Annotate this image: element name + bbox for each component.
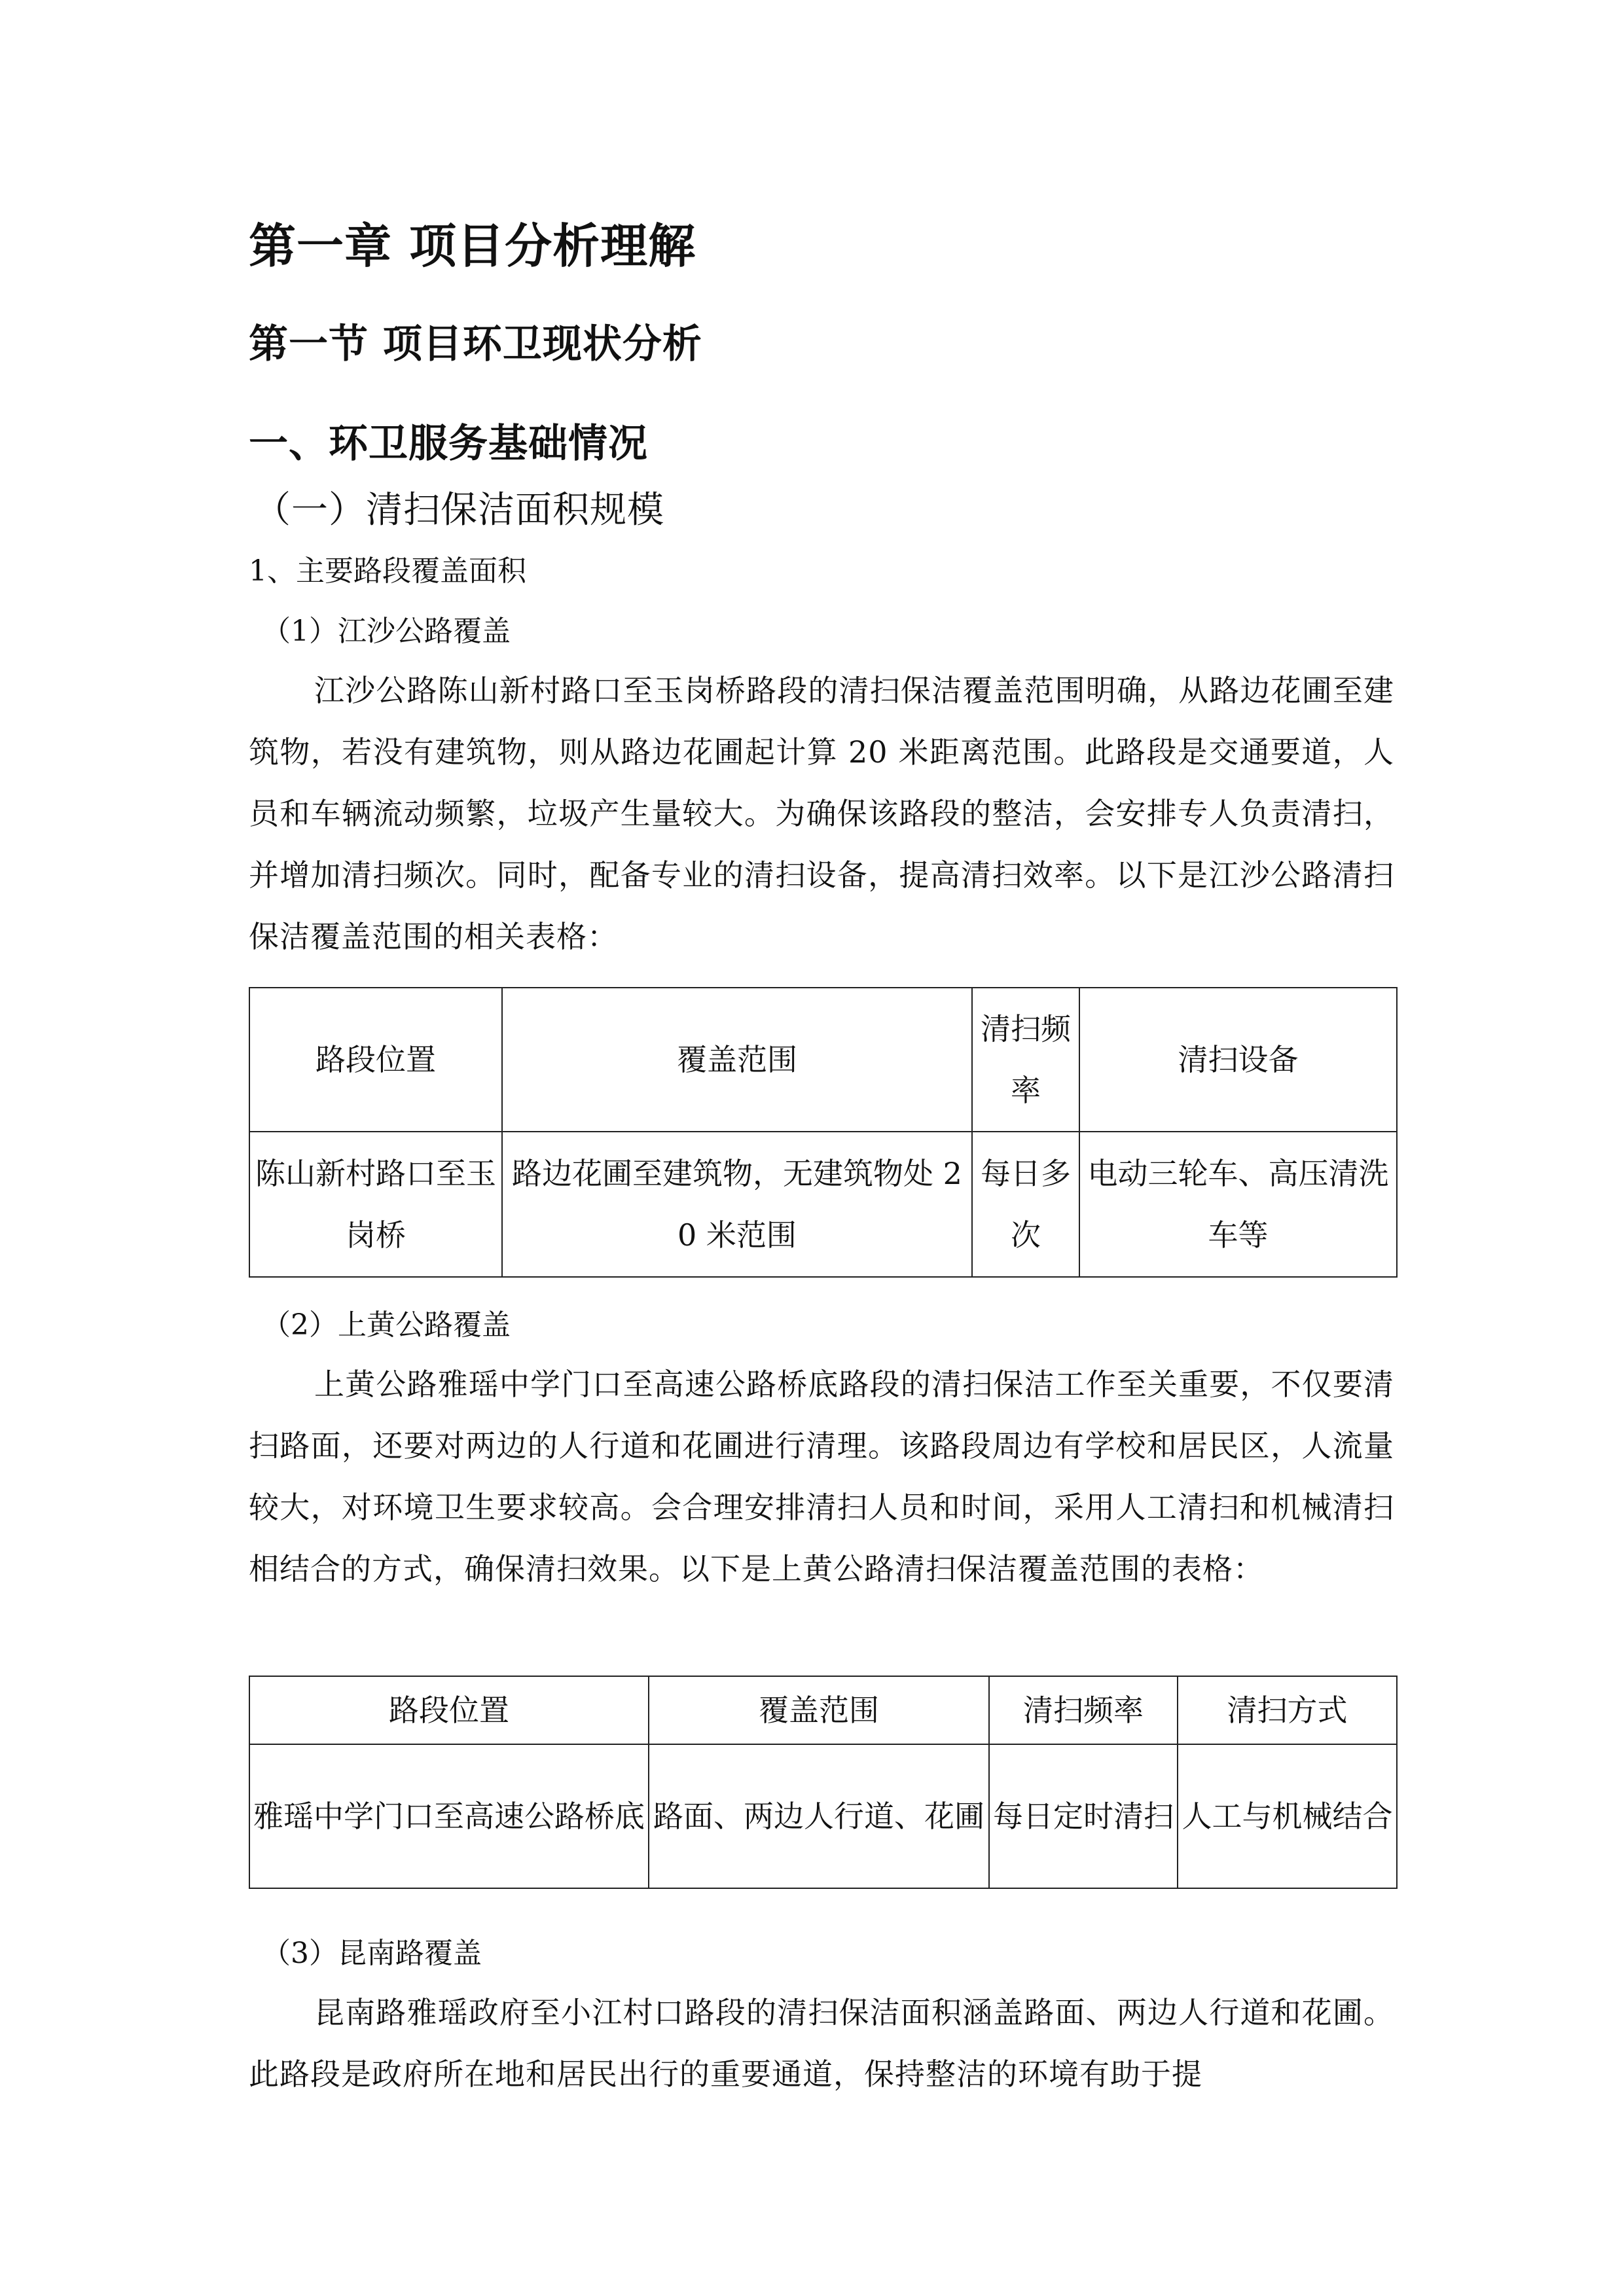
section-title: 第一节 项目环卫现状分析: [249, 321, 702, 367]
table-header-cell: 清扫频率: [989, 1676, 1178, 1744]
road1-table: [249, 987, 1398, 1278]
road2-table: [249, 1676, 1398, 1889]
table-header-row: [249, 1676, 1397, 1744]
item-title: 1、主要路段覆盖面积: [249, 554, 526, 588]
table-header-cell: 覆盖范围: [649, 1676, 989, 1744]
table-cell: 电动三轮车、高压清洗车等: [1079, 1132, 1397, 1277]
table-cell: 路面、两边人行道、花圃: [649, 1744, 989, 1888]
table-cell: 每日多次: [972, 1132, 1079, 1277]
road1-paragraph: 江沙公路陈山新村路口至玉岗桥路段的清扫保洁覆盖范围明确，从路边花圃至建筑物，若没有建筑物，则从路边花圃起计算 20 米距离范围。此路段是交通要道，人员和车辆流动频繁，垃圾产生量较大。为确保该路段的整洁，会安排专人负责清扫，并增加清扫频次。同时，配备专业的清扫设备，提高清扫效率。以下是江沙公路清扫保洁覆盖范围的相关表格：: [249, 673, 1394, 954]
chapter-title: 第一章 项目分析理解: [249, 218, 696, 274]
table-header-cell: 清扫设备: [1079, 988, 1397, 1132]
road3-heading: （3）昆南路覆盖: [262, 1937, 482, 1970]
table-header-cell: 覆盖范围: [502, 988, 972, 1132]
table-row: [249, 1744, 1397, 1888]
sub-subsection-title: （一）清扫保洁面积规模: [254, 489, 664, 531]
table-header-row: [249, 988, 1397, 1132]
table-row: [249, 1132, 1397, 1277]
table-header-cell: 路段位置: [249, 988, 502, 1132]
table-header-cell: 清扫频率: [972, 988, 1079, 1132]
subsection-title: 一、环卫服务基础情况: [249, 421, 648, 467]
table-cell: 路边花圃至建筑物，无建筑物处 20 米范围: [502, 1132, 972, 1277]
table-cell: 陈山新村路口至玉岗桥: [249, 1132, 502, 1277]
table-header-cell: 路段位置: [249, 1676, 649, 1744]
road3-paragraph: 昆南路雅瑶政府至小江村口路段的清扫保洁面积涵盖路面、两边人行道和花圃。此路段是政府所在地和居民出行的重要通道，保持整洁的环境有助于提: [249, 1995, 1394, 2092]
table-cell: 雅瑶中学门口至高速公路桥底: [249, 1744, 649, 1888]
road2-heading: （2）上黄公路覆盖: [262, 1308, 511, 1342]
table-cell: 人工与机械结合: [1178, 1744, 1397, 1888]
table-cell: 每日定时清扫: [989, 1744, 1178, 1888]
road2-paragraph: 上黄公路雅瑶中学门口至高速公路桥底路段的清扫保洁工作至关重要，不仅要清扫路面，还要对两边的人行道和花圃进行清理。该路段周边有学校和居民区，人流量较大，对环境卫生要求较高。会合理安排清扫人员和时间，采用人工清扫和机械清扫相结合的方式，确保清扫效果。以下是上黄公路清扫保洁覆盖范围的表格：: [249, 1367, 1394, 1587]
table-header-cell: 清扫方式: [1178, 1676, 1397, 1744]
road1-heading: （1）江沙公路覆盖: [262, 615, 511, 648]
